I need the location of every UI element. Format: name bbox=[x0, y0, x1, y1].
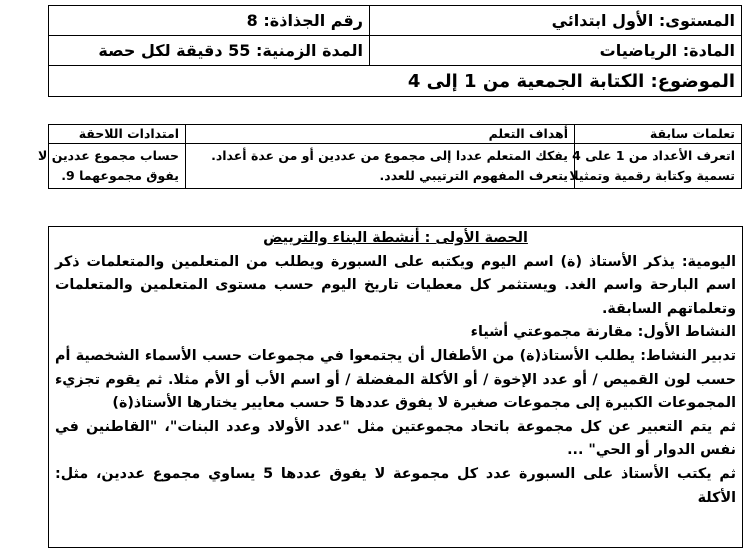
extensions-cell bbox=[38, 144, 186, 189]
lesson-title: الحصة الأولى : أنشطة البناء والترييض bbox=[263, 230, 528, 246]
lesson-paragraph: تدبير النشاط: يطلب الأستاذ(ة) من الأطفال أن يجتمعوا في مجموعات حسب الأسماء الشخصية أم حسب لون القميص / أو عدد الإخوة / أو الأكلة المفضلة / أو اسم الأب أو الأم مثلا. ثم يقوم تجزيء المجموعات الكبيرة إلى مجموعات صغيرة لا يفوق عددها 5 حسب معايير يختارها الأستاذ(ة) bbox=[55, 347, 736, 412]
prior-learning-cell bbox=[569, 144, 742, 189]
learning-goals-cell bbox=[186, 144, 575, 189]
prior-learning-header: تعلمات سابقة bbox=[575, 125, 742, 144]
lesson-paragraph: ثم يكتب الأستاذ على السبورة عدد كل مجموعة لا يفوق عددها 5 يساوي مجموع عددين، مثل: الأكلة bbox=[55, 465, 736, 506]
goal-line: يتعرف المفهوم الترتيبي للعدد. bbox=[379, 168, 568, 183]
learning-goals-header: أهداف التعلم bbox=[186, 125, 575, 144]
lesson-paragraph: ثم يتم التعبير عن كل مجموعة باتحاد مجموعتين مثل "عدد الأولاد وعدد البنات"، "القاطنين في نفس الدوار أو الحي" ... bbox=[55, 418, 736, 459]
level-cell: المستوى: الأول ابتدائي bbox=[370, 6, 742, 36]
prior-line: تسمية وكتابة رقمية وتمثيلا bbox=[569, 168, 735, 183]
extension-line: حساب مجموع عددين لا bbox=[38, 148, 179, 163]
duration-cell: المدة الزمنية: 55 دقيقة لكل حصة bbox=[49, 36, 370, 66]
sheet-number-cell: رقم الجذاذة: 8 bbox=[49, 6, 370, 36]
lesson-box bbox=[48, 226, 743, 548]
lesson-paragraph: النشاط الأول: مقارنة مجموعتي أشياء bbox=[470, 324, 736, 341]
extension-line: يفوق مجموعهما 9. bbox=[61, 168, 179, 183]
prior-line: اتعرف الأعداد من 1 على 4 bbox=[572, 148, 735, 163]
objectives-table bbox=[38, 124, 742, 189]
lesson-paragraph: اليومية: يذكر الأستاذ (ة) اسم اليوم ويكتبه على السبورة ويطلب من المتعلمين والمتعلمات ذكر اسم البارحة واسم الغد. ويستثمر كل معطيات تاريخ اليوم حسب مستوى المتعلمين والمتعلمات وتعلماتهم السابقة. bbox=[55, 253, 736, 317]
extensions-header: امتدادات اللاحقة bbox=[49, 125, 186, 144]
topic-cell: الموضوع: الكتابة الجمعية من 1 إلى 4 bbox=[49, 66, 742, 97]
subject-cell: المادة: الرياضيات bbox=[370, 36, 742, 66]
goal-line: يفكك المتعلم عددا إلى مجموع من عددين أو من عدة أعداد. bbox=[211, 148, 568, 163]
header-table bbox=[48, 5, 742, 97]
